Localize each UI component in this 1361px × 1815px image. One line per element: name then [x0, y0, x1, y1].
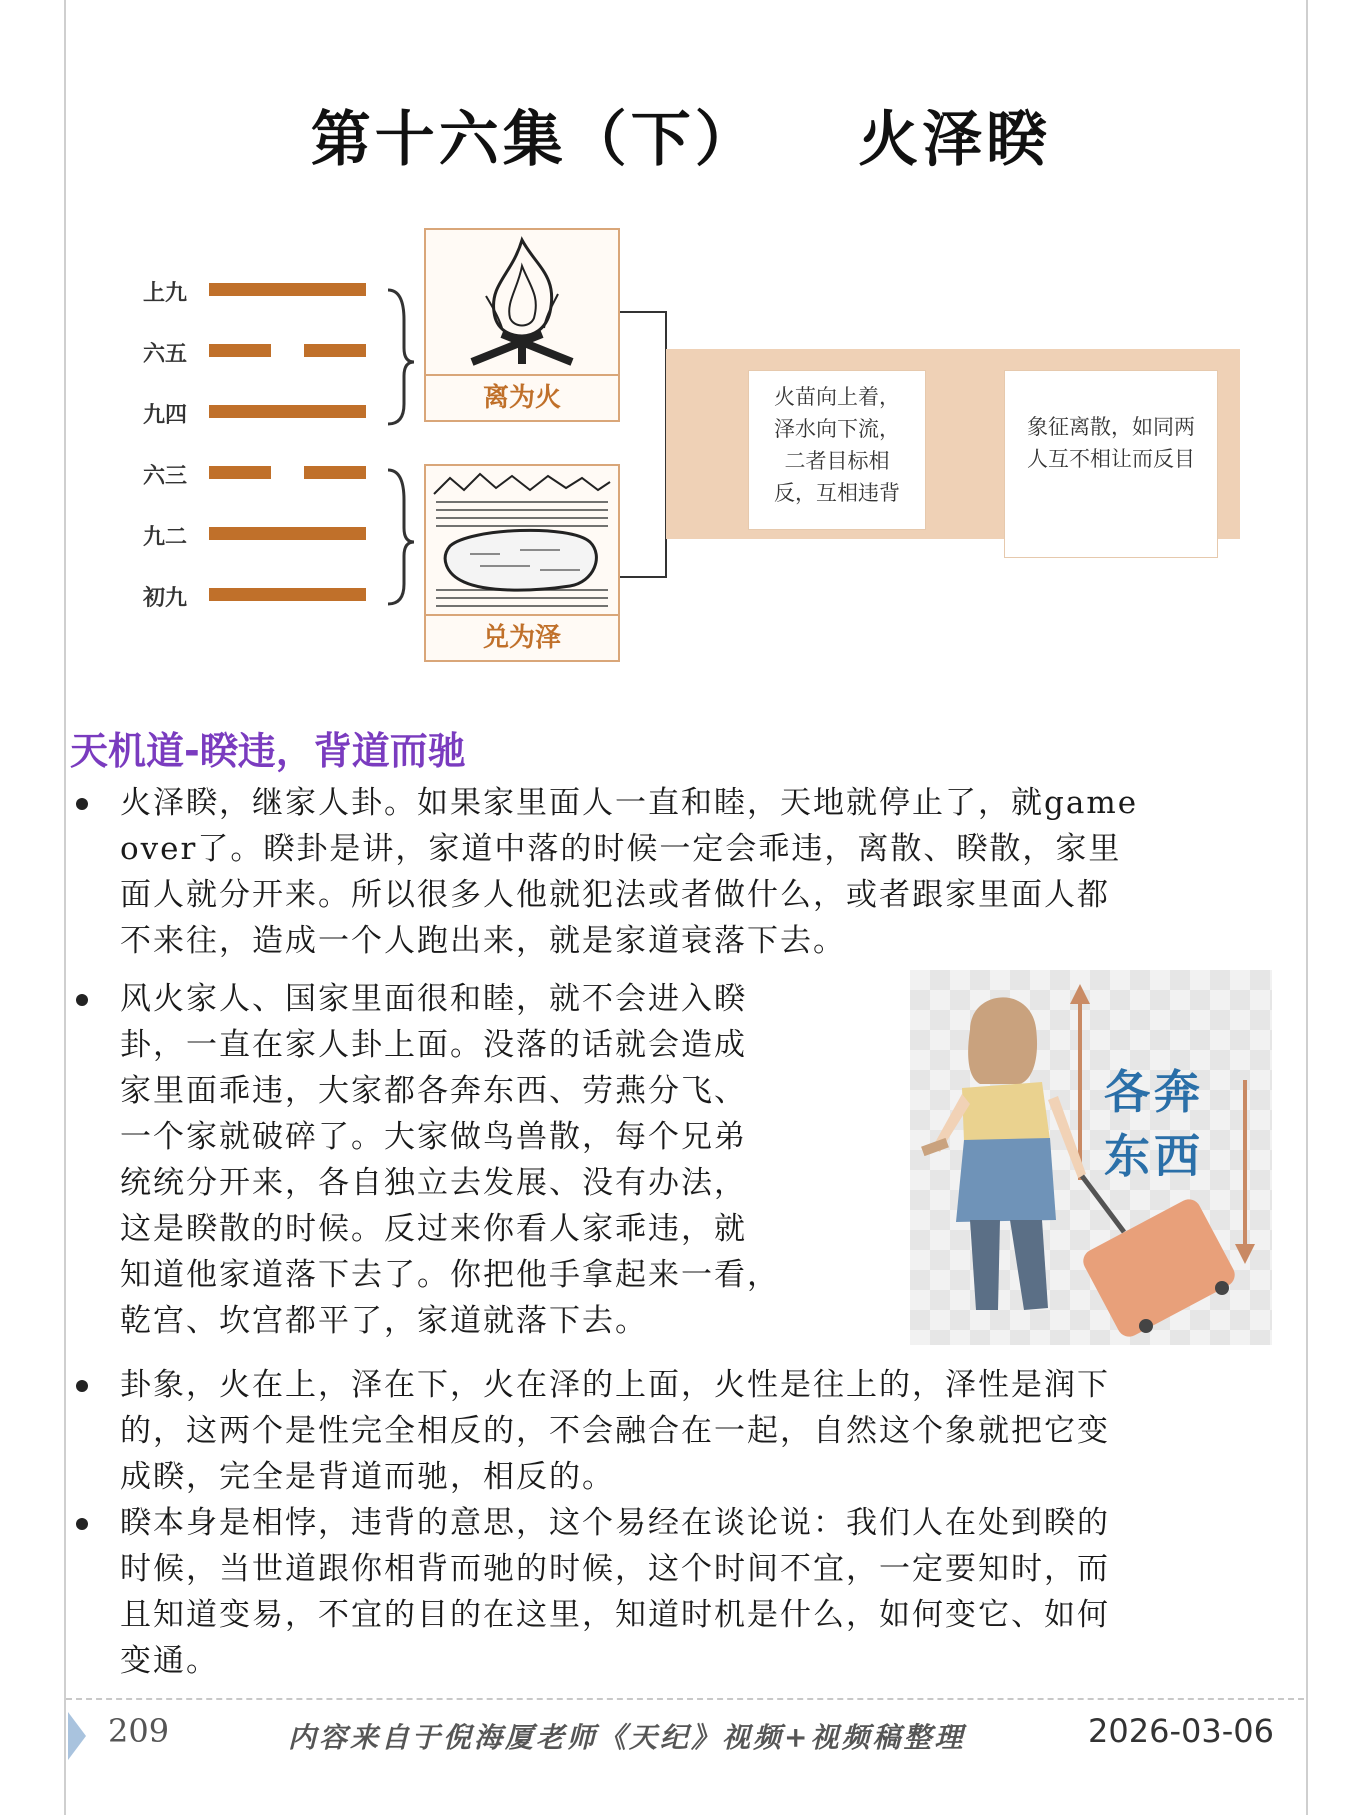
text-line: 这是睽散的时候。反过来你看人家乖违，就 [120, 1211, 747, 1247]
line-label: 上九 [143, 281, 188, 306]
symbolism-line: 象征离散，如同两 [1027, 415, 1195, 439]
illustration-traveler [910, 970, 1272, 1345]
lower-trigram-caption: 兑为泽 [426, 614, 618, 660]
paragraph-4 [120, 1500, 1270, 1684]
text-line: 卦，一直在家人卦上面。没落的话就会造成 [120, 1027, 747, 1063]
paragraph-2 [120, 976, 880, 1344]
text-line: 时候，当世道跟你相背而驰的时候，这个时间不宜，一定要知时，而 [120, 1551, 1110, 1587]
illustration-caption-line2: 东西 [1104, 1129, 1204, 1183]
text-line: 知道他家道落下去了。你把他手拿起来一看， [120, 1257, 780, 1293]
meaning-box [748, 370, 926, 530]
text-line: 睽本身是相悖，违背的意思，这个易经在谈论说：我们人在处到睽的 [120, 1505, 1110, 1541]
line-label: 九二 [143, 525, 188, 550]
marsh-icon [430, 470, 614, 610]
text-line: 火泽睽，继家人卦。如果家里面人一直和睦，天地就停止了，就game [120, 785, 1139, 821]
text-line: 的，这两个是性完全相反的，不会融合在一起，自然这个象就把它变 [120, 1413, 1110, 1449]
footer-divider [66, 1698, 1304, 1700]
meaning-line: 火苗向上着， [774, 385, 900, 409]
symbolism-line: 人互不相让而反目 [1027, 447, 1195, 471]
illustration-caption-line1: 各奔 [1104, 1065, 1204, 1119]
text-line: 风火家人、国家里面很和睦，就不会进入睽 [120, 981, 747, 1017]
line-label: 六三 [143, 464, 188, 489]
text-line: 家里面乖违，大家都各奔东西、劳燕分飞、 [120, 1073, 747, 1109]
footer-source: 内容来自于倪海厦老师《天纪》视频+视频稿整理 [288, 1721, 966, 1754]
meaning-line: 二者目标相 [784, 449, 890, 473]
footer-date: 2026-03-06 [1088, 1712, 1274, 1750]
line-label: 初九 [143, 586, 188, 611]
text-line: 且知道变易，不宜的目的在这里，知道时机是什么，如何变它、如何 [120, 1597, 1110, 1633]
text-line: 面人就分开来。所以很多人他就犯法或者做什么，或者跟家里面人都 [120, 877, 1110, 913]
traveler-with-suitcase-icon [910, 970, 1272, 1345]
upper-trigram-box [424, 228, 620, 422]
fire-icon [466, 236, 578, 366]
hexagram-diagram [0, 220, 1361, 670]
meaning-line: 反，互相违背 [774, 481, 900, 505]
text-line: 不来往，造成一个人跑出来，就是家道衰落下去。 [120, 923, 846, 959]
text-line: over了。睽卦是讲，家道中落的时候一定会乖违，离散、睽散，家里 [120, 831, 1122, 867]
text-line: 卦象，火在上，泽在下，火在泽的上面，火性是往上的，泽性是润下 [120, 1367, 1110, 1403]
paragraph-3 [120, 1362, 1270, 1500]
paragraph-1 [120, 780, 1270, 964]
page-number: 209 [108, 1712, 170, 1750]
line-label: 九四 [143, 403, 188, 428]
text-line: 一个家就破碎了。大家做鸟兽散，每个兄弟 [120, 1119, 747, 1155]
upper-trigram-caption: 离为火 [426, 374, 618, 420]
line-label: 六五 [143, 342, 188, 367]
page-title: 第十六集（下） 火泽睽 [310, 105, 1051, 175]
text-line: 成睽，完全是背道而驰，相反的。 [120, 1459, 615, 1495]
text-line: 变通。 [120, 1643, 219, 1679]
section-heading: 天机道-睽违，背道而驰 [70, 729, 466, 773]
bullet-dot [76, 798, 88, 810]
meaning-line: 泽水向下流， [774, 417, 900, 441]
footer-arrow-icon [68, 1712, 86, 1760]
bullet-dot [76, 1518, 88, 1530]
bullet-dot [76, 1380, 88, 1392]
text-line: 乾宫、坎宫都平了，家道就落下去。 [120, 1303, 648, 1339]
lower-trigram-box [424, 464, 620, 662]
bullet-dot [76, 994, 88, 1006]
symbolism-box [1004, 370, 1218, 558]
text-line: 统统分开来，各自独立去发展、没有办法， [120, 1165, 747, 1201]
